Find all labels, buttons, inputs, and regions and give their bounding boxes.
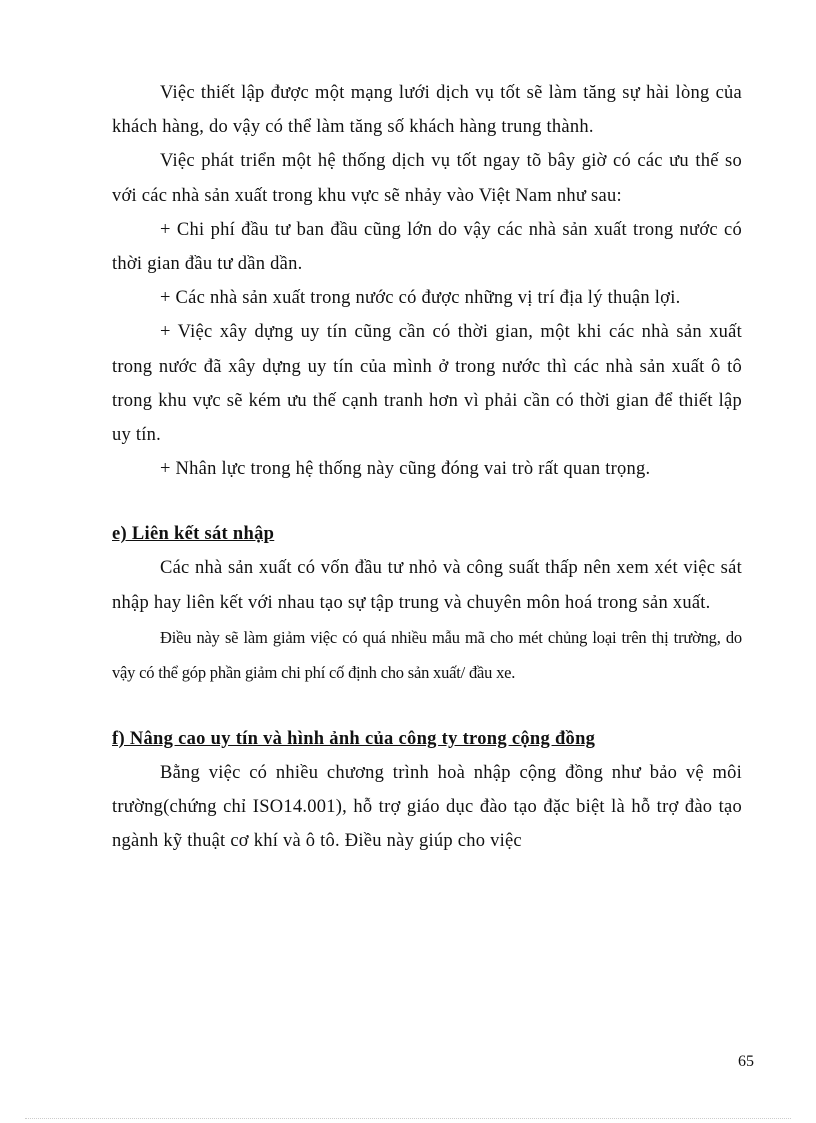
page-bottom-divider xyxy=(25,1118,791,1119)
section-heading-e: e) Liên kết sát nhập xyxy=(112,524,275,545)
document-body xyxy=(112,76,742,858)
paragraph-service-network: Việc thiết lập được một mạng lưới dịch vụ tốt sẽ làm tăng sự hài lòng của khách hàng, do vậy có thể làm tăng số khách hàng trung thành. xyxy=(112,83,742,138)
bullet-initial-cost: + Chi phí đầu tư ban đầu cũng lớn do vậy các nhà sản xuất trong nước có thời gian đầu tư dần dần. xyxy=(112,219,742,275)
page-number: 65 xyxy=(738,1053,754,1070)
bullet-reputation: + Việc xây dựng uy tín cũng cần có thời gian, một khi các nhà sản xuất trong nước đã xây dựng uy tín của mình ở trong nước thì các nhà sản xuất ô tô trong khu vực sẽ kém ưu thế cạnh tranh hơn vì phải cần có thời gian để thiết lập uy tín. xyxy=(112,322,742,446)
paragraph-model-reduction: Điều này sẽ làm giảm việc có quá nhiều mẫu mã cho mét chủng loại trên thị trường, do vậy có thể góp phần giảm chi phí cố định cho sản xuất/ đầu xe. xyxy=(112,627,742,682)
paragraph-merger: Các nhà sản xuất có vốn đầu tư nhỏ và công suất thấp nên xem xét việc sát nhập hay liên kết với nhau tạo sự tập trung và chuyên môn hoá trong sản xuất. xyxy=(112,558,742,613)
section-spacer xyxy=(112,486,742,517)
paragraph-service-advantages: Việc phát triển một hệ thống dịch vụ tốt ngay tõ bây giờ có các ưu thế so với các nhà sản xuất trong khu vực sẽ nhảy vào Việt Nam như sau: xyxy=(112,151,742,206)
bullet-location: + Các nhà sản xuất trong nước có được những vị trí địa lý thuận lợi. xyxy=(160,288,681,309)
paragraph-community: Bằng việc có nhiều chương trình hoà nhập cộng đồng như bảo vệ môi trường(chứng chỉ ISO14.001), hỗ trợ giáo dục đào tạo đặc biệt là hỗ trợ đào tạo ngành kỹ thuật cơ khí và ô tô. Điều này giúp cho việc xyxy=(112,762,742,852)
bullet-human-resources: + Nhân lực trong hệ thống này cũng đóng vai trò rất quan trọng. xyxy=(160,459,651,480)
section-heading-f: f) Nâng cao uy tín và hình ảnh của công ty trong cộng đồng xyxy=(112,728,596,749)
section-spacer xyxy=(112,690,742,722)
